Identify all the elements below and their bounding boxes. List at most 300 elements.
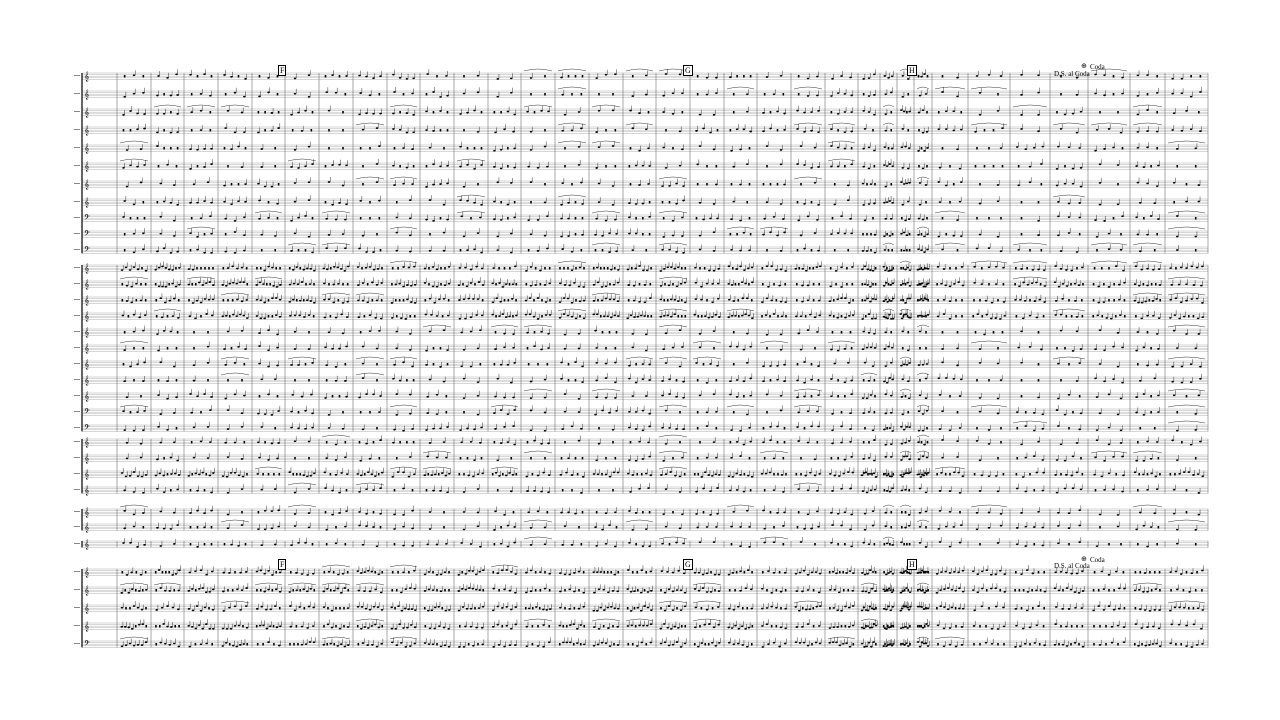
note-head bbox=[193, 183, 196, 185]
note-head bbox=[864, 362, 867, 364]
clef-mark: 𝄢 bbox=[84, 246, 90, 256]
rest bbox=[575, 299, 577, 301]
note-head bbox=[1035, 282, 1038, 284]
note-head bbox=[1157, 411, 1160, 413]
note-head bbox=[433, 302, 436, 304]
rest bbox=[376, 363, 378, 365]
note-head bbox=[803, 361, 806, 363]
note-head bbox=[702, 128, 705, 130]
note-head bbox=[376, 181, 379, 183]
note-head bbox=[983, 334, 986, 336]
note-head bbox=[503, 333, 506, 335]
slur bbox=[1168, 141, 1205, 143]
note-head bbox=[595, 218, 598, 220]
note-head bbox=[997, 413, 1000, 415]
rest bbox=[1176, 411, 1178, 413]
slur bbox=[558, 87, 586, 89]
note-head bbox=[770, 265, 773, 267]
note-head bbox=[773, 93, 776, 95]
slur bbox=[1133, 261, 1162, 263]
note-head bbox=[325, 91, 328, 93]
rest bbox=[796, 283, 798, 285]
note-head bbox=[997, 363, 1000, 365]
note-head bbox=[709, 218, 712, 220]
note-head bbox=[481, 314, 484, 316]
note-head bbox=[901, 396, 904, 398]
note-head bbox=[682, 381, 685, 383]
note-head bbox=[1068, 232, 1071, 234]
note-head bbox=[715, 411, 718, 413]
note-head bbox=[267, 329, 270, 331]
rest bbox=[870, 249, 872, 251]
rest bbox=[603, 267, 605, 269]
rest bbox=[919, 347, 921, 349]
note-head bbox=[644, 284, 647, 286]
note-head bbox=[1057, 201, 1060, 203]
note-head bbox=[170, 95, 173, 97]
note-head bbox=[243, 250, 246, 252]
note-head bbox=[610, 269, 613, 271]
note-head bbox=[901, 378, 904, 380]
note-head bbox=[409, 394, 412, 396]
note-head bbox=[344, 247, 347, 249]
rest bbox=[1029, 299, 1031, 301]
rest bbox=[783, 93, 785, 95]
note-head bbox=[603, 315, 606, 317]
note-head bbox=[952, 110, 955, 112]
note-head bbox=[157, 350, 160, 352]
note-head bbox=[830, 395, 833, 397]
note-head bbox=[301, 281, 304, 283]
note-head bbox=[1043, 301, 1046, 303]
note-head bbox=[443, 204, 446, 206]
note-head bbox=[547, 110, 550, 112]
note-head bbox=[425, 110, 428, 112]
note-head bbox=[267, 366, 270, 368]
rest bbox=[1154, 249, 1156, 251]
note-head bbox=[905, 313, 908, 315]
note-head bbox=[837, 232, 840, 234]
note-head bbox=[985, 300, 988, 302]
note-head bbox=[156, 95, 159, 97]
note-head bbox=[560, 362, 563, 364]
instrument-label-tick bbox=[74, 441, 80, 442]
note-head bbox=[158, 267, 161, 269]
note-head bbox=[730, 150, 733, 152]
note-head bbox=[530, 181, 533, 183]
note-head bbox=[496, 181, 499, 183]
note-head bbox=[260, 234, 263, 236]
note-head bbox=[862, 183, 865, 185]
note-head bbox=[328, 427, 331, 429]
note-head bbox=[1066, 285, 1069, 287]
note-head bbox=[648, 379, 651, 381]
note-head bbox=[960, 129, 963, 131]
rest bbox=[391, 283, 393, 285]
note-head bbox=[1146, 268, 1149, 270]
note-head bbox=[1194, 147, 1197, 149]
note-head bbox=[436, 286, 439, 288]
rest bbox=[733, 363, 735, 365]
rest bbox=[477, 183, 479, 185]
note-head bbox=[907, 349, 910, 351]
note-head bbox=[400, 317, 403, 319]
note-head bbox=[816, 219, 819, 221]
note-head bbox=[766, 145, 769, 147]
note-head bbox=[1185, 110, 1188, 112]
note-head bbox=[829, 315, 832, 317]
rest bbox=[342, 147, 344, 149]
rest bbox=[195, 283, 197, 285]
note-head bbox=[681, 148, 684, 150]
note-head bbox=[256, 299, 259, 301]
note-head bbox=[889, 163, 892, 165]
note-head bbox=[746, 111, 749, 113]
note-head bbox=[133, 430, 136, 432]
rest bbox=[325, 165, 327, 167]
note-head bbox=[922, 269, 925, 271]
note-head bbox=[801, 268, 804, 270]
note-head bbox=[156, 113, 159, 115]
rest bbox=[133, 379, 135, 381]
note-head bbox=[122, 167, 125, 169]
note-head bbox=[1115, 265, 1118, 267]
rest bbox=[509, 267, 511, 269]
note-head bbox=[1120, 398, 1123, 400]
note-head bbox=[976, 75, 979, 77]
note-head bbox=[378, 145, 381, 147]
rest bbox=[984, 129, 986, 131]
note-head bbox=[699, 249, 702, 251]
note-head bbox=[1198, 184, 1201, 186]
note-head bbox=[466, 164, 469, 166]
note-head bbox=[133, 331, 136, 333]
note-head bbox=[862, 348, 865, 350]
note-head bbox=[346, 301, 349, 303]
rest bbox=[804, 427, 806, 429]
note-head bbox=[502, 313, 505, 315]
note-head bbox=[208, 281, 211, 283]
rest bbox=[231, 183, 233, 185]
note-head bbox=[391, 302, 394, 304]
note-head bbox=[847, 362, 850, 364]
rest bbox=[328, 283, 330, 285]
note-head bbox=[1000, 379, 1003, 381]
note-head bbox=[413, 266, 416, 268]
note-head bbox=[173, 235, 176, 237]
note-head bbox=[868, 380, 871, 382]
note-head bbox=[862, 412, 865, 414]
rest bbox=[615, 347, 617, 349]
note-head bbox=[679, 329, 682, 331]
instrument-label-tick bbox=[74, 249, 80, 250]
rest bbox=[976, 147, 978, 149]
note-head bbox=[537, 318, 540, 320]
note-head bbox=[937, 128, 940, 130]
note-head bbox=[395, 217, 398, 219]
note-head bbox=[662, 111, 665, 113]
note-head bbox=[873, 73, 876, 75]
note-head bbox=[939, 201, 942, 203]
note-head bbox=[362, 300, 365, 302]
note-head bbox=[204, 298, 207, 300]
note-head bbox=[883, 285, 886, 287]
note-head bbox=[1157, 218, 1160, 220]
note-head bbox=[648, 216, 651, 218]
note-head bbox=[1181, 130, 1184, 132]
note-head bbox=[362, 429, 365, 431]
rest bbox=[1156, 233, 1158, 235]
rest bbox=[777, 315, 779, 317]
rest bbox=[1038, 201, 1040, 203]
note-head bbox=[436, 315, 439, 317]
note-head bbox=[393, 184, 396, 186]
note-head bbox=[190, 412, 193, 414]
rest bbox=[279, 267, 281, 269]
note-head bbox=[888, 314, 891, 316]
note-head bbox=[301, 396, 304, 398]
rest bbox=[582, 217, 584, 219]
note-head bbox=[409, 234, 412, 236]
note-head bbox=[872, 270, 875, 272]
rest bbox=[372, 299, 374, 301]
note-head bbox=[583, 300, 586, 302]
note-head bbox=[1097, 286, 1100, 288]
note-head bbox=[900, 181, 903, 183]
note-head bbox=[957, 281, 960, 283]
note-head bbox=[1054, 265, 1057, 267]
note-head bbox=[682, 428, 685, 430]
note-head bbox=[868, 411, 871, 413]
note-head bbox=[235, 315, 238, 317]
note-head bbox=[394, 283, 397, 285]
note-head bbox=[232, 314, 235, 316]
note-head bbox=[425, 314, 428, 316]
rest bbox=[650, 267, 652, 269]
note-head bbox=[425, 429, 428, 431]
rest bbox=[1156, 111, 1158, 113]
note-head bbox=[142, 330, 145, 332]
note-head bbox=[429, 147, 432, 149]
note-head bbox=[635, 411, 638, 413]
note-head bbox=[1169, 299, 1172, 301]
note-head bbox=[901, 96, 904, 98]
rest bbox=[246, 283, 248, 285]
note-head bbox=[1057, 234, 1060, 236]
note-head bbox=[1076, 251, 1079, 253]
note-head bbox=[324, 317, 327, 319]
note-head bbox=[647, 183, 650, 185]
note-head bbox=[136, 363, 139, 365]
note-head bbox=[635, 203, 638, 205]
rest bbox=[191, 283, 193, 285]
note-head bbox=[953, 283, 956, 285]
rest bbox=[605, 129, 607, 131]
note-head bbox=[844, 348, 847, 350]
note-head bbox=[333, 266, 336, 268]
note-head bbox=[659, 316, 662, 318]
note-head bbox=[715, 77, 718, 79]
note-head bbox=[1037, 269, 1040, 271]
note-head bbox=[1120, 132, 1123, 134]
note-head bbox=[546, 215, 549, 217]
note-head bbox=[645, 128, 648, 130]
rest bbox=[507, 147, 509, 149]
rest bbox=[197, 75, 199, 77]
rest bbox=[396, 315, 398, 317]
note-head bbox=[138, 317, 141, 319]
rest bbox=[1176, 165, 1178, 167]
note-head bbox=[844, 297, 847, 299]
note-head bbox=[1150, 215, 1153, 217]
rest bbox=[541, 315, 543, 317]
note-head bbox=[297, 167, 300, 169]
note-head bbox=[582, 286, 585, 288]
note-head bbox=[525, 314, 528, 316]
note-head bbox=[156, 131, 159, 133]
note-head bbox=[677, 300, 680, 302]
note-head bbox=[205, 282, 208, 284]
note-head bbox=[564, 348, 567, 350]
note-head bbox=[1108, 248, 1111, 250]
note-head bbox=[332, 302, 335, 304]
note-head bbox=[237, 146, 240, 148]
rest bbox=[155, 299, 157, 301]
note-head bbox=[886, 165, 889, 167]
note-head bbox=[412, 131, 415, 133]
note-head bbox=[1043, 269, 1046, 271]
note-head bbox=[890, 362, 893, 364]
note-head bbox=[244, 183, 247, 185]
rest bbox=[1151, 283, 1153, 285]
note-head bbox=[780, 203, 783, 205]
note-head bbox=[736, 346, 739, 348]
note-head bbox=[601, 235, 604, 237]
note-head bbox=[500, 149, 503, 151]
note-head bbox=[309, 268, 312, 270]
note-head bbox=[470, 269, 473, 271]
note-head bbox=[642, 429, 645, 431]
slur bbox=[1133, 243, 1162, 245]
note-head bbox=[429, 298, 432, 300]
note-head bbox=[717, 268, 720, 270]
note-head bbox=[884, 130, 887, 132]
note-head bbox=[345, 203, 348, 205]
note-head bbox=[675, 203, 678, 205]
note-head bbox=[739, 220, 742, 222]
note-head bbox=[493, 218, 496, 220]
note-head bbox=[1180, 267, 1183, 269]
note-head bbox=[567, 218, 570, 220]
note-head bbox=[736, 128, 739, 130]
note-head bbox=[927, 268, 930, 270]
note-head bbox=[392, 378, 395, 380]
clef-mark: 𝄞 bbox=[84, 72, 90, 82]
note-head bbox=[874, 318, 877, 320]
note-head bbox=[470, 366, 473, 368]
note-head bbox=[730, 249, 733, 251]
note-head bbox=[949, 285, 952, 287]
rest bbox=[1002, 165, 1004, 167]
rest bbox=[1015, 267, 1017, 269]
rest bbox=[706, 299, 708, 301]
note-head bbox=[530, 285, 533, 287]
rest bbox=[494, 363, 496, 365]
note-head bbox=[540, 331, 543, 333]
rest bbox=[534, 111, 536, 113]
rest bbox=[785, 315, 787, 317]
clef-mark: 𝄞 bbox=[84, 438, 90, 448]
note-head bbox=[446, 349, 449, 351]
note-head bbox=[673, 268, 676, 270]
note-head bbox=[796, 128, 799, 130]
note-head bbox=[661, 427, 664, 429]
note-head bbox=[156, 251, 159, 253]
note-head bbox=[313, 302, 316, 304]
note-head bbox=[729, 76, 732, 78]
rest bbox=[507, 217, 509, 219]
note-head bbox=[294, 201, 297, 203]
rest bbox=[770, 183, 772, 185]
note-head bbox=[288, 301, 291, 303]
note-head bbox=[706, 411, 709, 413]
note-head bbox=[637, 316, 640, 318]
note-head bbox=[395, 414, 398, 416]
note-head bbox=[923, 251, 926, 253]
note-head bbox=[271, 267, 274, 269]
rest bbox=[176, 165, 178, 167]
note-head bbox=[645, 333, 648, 335]
note-head bbox=[862, 148, 865, 150]
rest bbox=[918, 283, 920, 285]
note-head bbox=[402, 183, 405, 185]
note-head bbox=[873, 333, 876, 335]
note-head bbox=[143, 164, 146, 166]
note-head bbox=[1094, 150, 1097, 152]
rest bbox=[544, 129, 546, 131]
rest bbox=[906, 249, 908, 251]
note-head bbox=[189, 232, 192, 234]
note-head bbox=[612, 429, 615, 431]
rest bbox=[277, 93, 279, 95]
slur bbox=[883, 105, 894, 107]
rest bbox=[979, 183, 981, 185]
note-head bbox=[868, 111, 871, 113]
note-head bbox=[908, 362, 911, 364]
note-head bbox=[324, 397, 327, 399]
note-head bbox=[560, 77, 563, 79]
rest bbox=[504, 299, 506, 301]
rest bbox=[494, 111, 496, 113]
rest bbox=[1060, 93, 1062, 95]
rest bbox=[332, 395, 334, 397]
rest bbox=[369, 411, 371, 413]
slur bbox=[828, 123, 855, 125]
instrument-label-tick bbox=[74, 411, 80, 412]
clef-mark: 𝄞 bbox=[84, 523, 90, 533]
note-head bbox=[844, 131, 847, 133]
note-head bbox=[1143, 414, 1146, 416]
note-head bbox=[739, 149, 742, 151]
note-head bbox=[561, 182, 564, 184]
note-head bbox=[122, 114, 125, 116]
rest bbox=[892, 233, 894, 235]
note-head bbox=[203, 148, 206, 150]
note-head bbox=[241, 412, 244, 414]
note-head bbox=[902, 283, 905, 285]
note-head bbox=[595, 347, 598, 349]
rest bbox=[770, 379, 772, 381]
